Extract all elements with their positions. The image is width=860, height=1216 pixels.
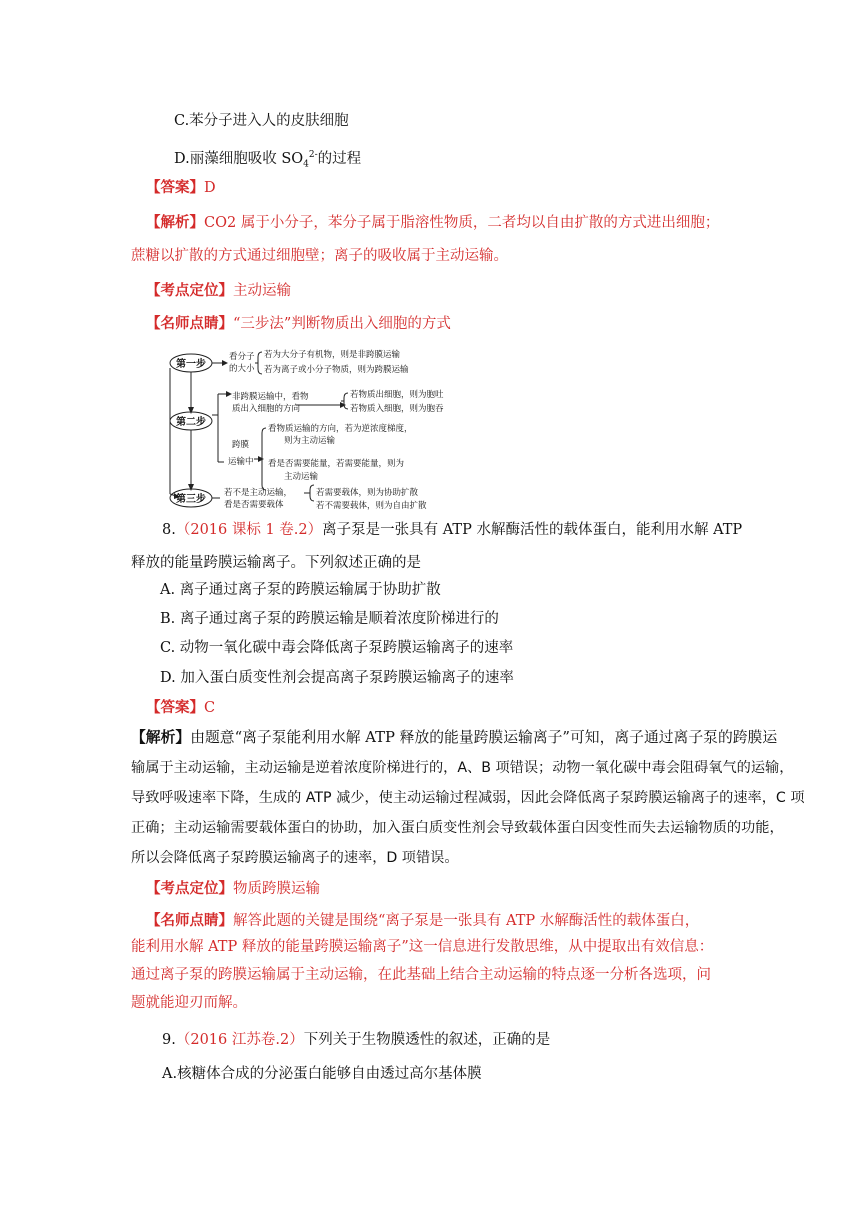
q8-answer: 【答案】C [146,699,216,716]
diagram-s1-result-2: 若为离子或小分子物质，则为跨膜运输 [264,365,409,375]
q7-key-point: 【考点定位】主动运输 [146,282,291,299]
q9-stem: 9.（2016 江苏卷.2）下列关于生物膜透性的叙述，正确的是 [162,1032,551,1048]
diagram-s1-result-1: 若为大分子有机物，则是非跨膜运输 [264,350,401,360]
q7-option-d: D.丽藻细胞吸收 $SO_4^{2-}$的过程 [174,150,362,170]
diagram-s2-dir-1: 看物质运输的方向，若为逆浓度梯度， [268,424,413,434]
q7-teacher-tip: 【名师点睛】“三步法”判断物质出入细胞的方式 [146,315,451,332]
q8-analysis-line5: 所以会降低离子泵跨膜运输离子的速率，D 项错误。 [131,850,459,866]
diagram-s2-mem-a: 跨膜 [232,440,250,450]
diagram-s2-energy-2: 主动运输 [284,472,319,482]
diagram-s1-cond-b: 的大小 [229,364,255,374]
q7-answer: 【答案】D [146,179,216,196]
diagram-s2-result-1: 若物质出细胞，则为胞吐 [350,390,444,400]
q8-option-b: B. 离子通过离子泵的跨膜运输是顺着浓度阶梯进行的 [160,611,499,627]
diagram-s2-mem-b: 运输中 [228,457,254,467]
diagram-step2: 第二步 [176,417,206,428]
q7-analysis-line2: 蔗糖以扩散的方式通过细胞壁；离子的吸收属于主动运输。 [131,248,508,264]
q9-option-a: A.核糖体合成的分泌蛋白能够自由透过高尔基体膜 [162,1066,482,1082]
q8-key-point: 【考点定位】物质跨膜运输 [146,880,320,897]
three-step-diagram [166,344,496,514]
q8-analysis-line4: 正确；主动运输需要载体蛋白的协助，加入蛋白质变性剂会导致载体蛋白因变性而失去运输物质的功能， [131,820,784,836]
diagram-s3-cond-b: 看是否需要载体 [224,500,284,510]
q8-analysis-line3: 导致呼吸速率下降，生成的 ATP 减少，使主动运输过程减弱，因此会降低离子泵跨膜运输离子的速率，C 项 [131,790,805,806]
diagram-s2-nonmem-a: 非跨膜运输中，看物 [232,392,309,402]
q8-teacher-tip-line2: 能利用水解 ATP 释放的能量跨膜运输离子”这一信息进行发散思维，从中提取出有效信息： [131,939,714,955]
diagram-step1: 第一步 [176,359,206,370]
q8-stem-line2: 释放的能量跨膜运输离子。下列叙述正确的是 [131,555,421,571]
diagram-s2-result-2: 若物质入细胞，则为胞吞 [350,404,444,414]
diagram-s3-cond-a: 若不是主动运输， [224,488,293,498]
diagram-s2-energy-1: 看是否需要能量，若需要能量，则为 [268,459,405,469]
q8-analysis-line2: 输属于主动运输，主动运输是逆着浓度阶梯进行的，A、B 项错误；动物一氧化碳中毒会阻碍氧气的运输， [131,760,794,776]
q8-option-a: A. 离子通过离子泵的跨膜运输属于协助扩散 [160,582,441,598]
q8-option-d: D. 加入蛋白质变性剂会提高离子泵跨膜运输离子的速率 [160,670,514,686]
q8-teacher-tip-line3: 通过离子泵的跨膜运输属于主动运输，在此基础上结合主动运输的特点逐一分析各选项，问 [131,967,711,983]
diagram-s2-dir-2: 则为主动运输 [284,436,336,446]
q8-option-c: C. 动物一氧化碳中毒会降低离子泵跨膜运输离子的速率 [160,640,514,656]
diagram-s3-result-2: 若不需要载体，则为自由扩散 [316,501,427,511]
q7-analysis-line1: 【解析】CO2 属于小分子，苯分子属于脂溶性物质，二者均以自由扩散的方式进出细胞； [146,214,720,231]
diagram-s2-nonmem-b: 质出入细胞的方向 [232,404,301,414]
q8-stem-line1: 8.（2016 课标 1 卷.2）离子泵是一张具有 ATP 水解酶活性的载体蛋白，能利用水解 ATP [162,522,743,538]
diagram-s3-result-1: 若需要载体，则为协助扩散 [316,488,419,498]
q7-option-c: C.苯分子进入人的皮肤细胞 [174,113,349,129]
diagram-s1-cond-a: 看分子 [229,352,255,362]
q8-teacher-tip-line4: 题就能迎刃而解。 [131,995,247,1011]
q8-teacher-tip-line1: 【名师点睛】解答此题的关键是围绕“离子泵是一张具有 ATP 水解酶活性的载体蛋白， [146,912,700,929]
diagram-step3: 第三步 [176,494,206,505]
q8-analysis-line1: 【解析】由题意“离子泵能利用水解 ATP 释放的能量跨膜运输离子”可知，离子通过离子泵的跨膜运 [131,729,778,746]
